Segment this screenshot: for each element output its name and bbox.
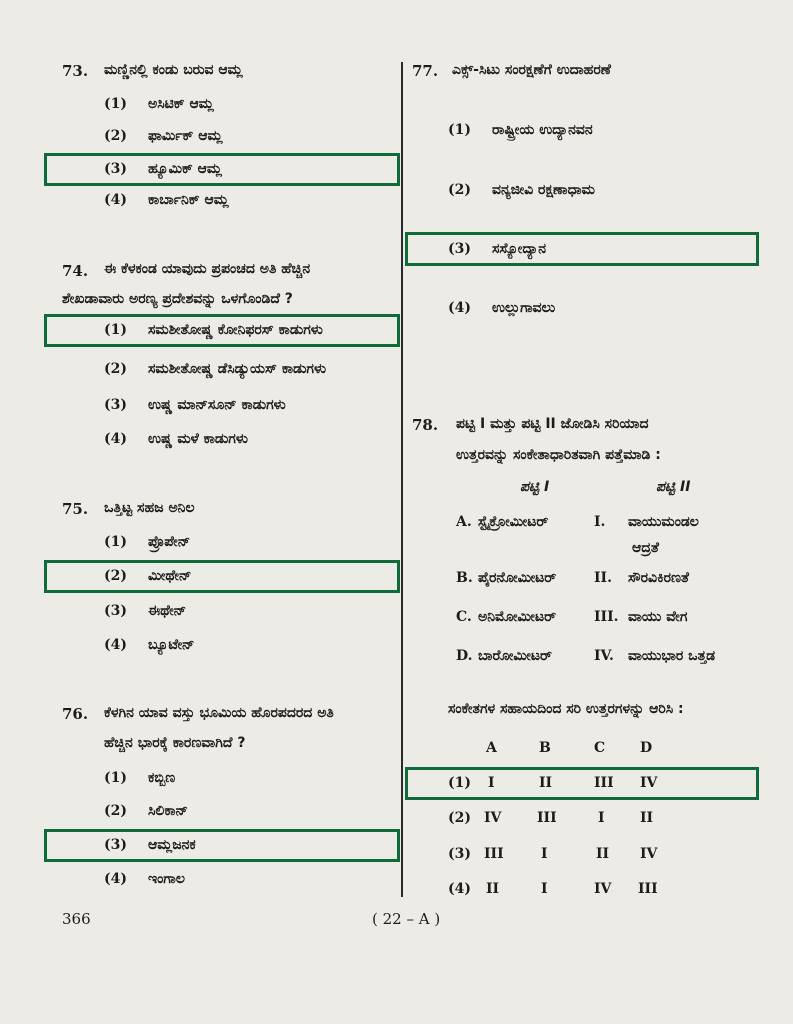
- question-number: 77.: [412, 62, 439, 80]
- question-text-line1: ಪಟ್ಟಿ I ಮತ್ತು ಪಟ್ಟಿ II ಜೋಡಿಸಿ ಸರಿಯಾದ: [456, 416, 649, 432]
- option-1[interactable]: (1) ಸಮಶೀತೋಷ್ಣ ಕೋನಿಫರಸ್ ಕಾಡುಗಳು: [104, 322, 323, 338]
- answer-highlight-box: [44, 829, 400, 862]
- question-number: 74.: [62, 262, 89, 280]
- answer-highlight-box: [44, 153, 400, 186]
- question-text-line2: ಹೆಚ್ಚಿನ ಭಾರಕ್ಕೆ ಕಾರಣವಾಗಿದೆ ?: [104, 735, 246, 751]
- option-1[interactable]: (1) ಪ್ರೊಪೇನ್: [104, 534, 191, 550]
- booklet-code: ( 22 – A ): [372, 910, 441, 928]
- option-2[interactable]: (2) ಫಾರ್ಮಿಕ್ ಆಮ್ಲ: [104, 128, 223, 144]
- codes-prompt: ಸಂಕೇತಗಳ ಸಹಾಯದಿಂದ ಸರಿ ಉತ್ತರಗಳನ್ನು ಆರಿಸಿ :: [448, 701, 684, 717]
- option-1[interactable]: (1) ಅಸಿಟಿಕ್ ಆಮ್ಲ: [104, 96, 214, 112]
- question-number: 76.: [62, 705, 89, 723]
- question-text: ಎಕ್ಸ್‌-ಸಿಟು ಸಂರಕ್ಷಣೆಗೆ ಉದಾಹರಣೆ: [452, 62, 611, 78]
- column-divider: [401, 62, 403, 897]
- option-1[interactable]: (1) ರಾಷ್ಟ್ರೀಯ ಉದ್ಯಾನವನ: [448, 122, 593, 138]
- question-text: ಒತ್ತಿಟ್ಟ ಸಹಜ ಅನಿಲ: [104, 500, 195, 516]
- question-number: 75.: [62, 500, 89, 518]
- option-4[interactable]: (4) ಉಲ್ಲುಗಾವಲು: [448, 300, 556, 316]
- question-text: ಮಣ್ಣಿನಲ್ಲಿ ಕಂಡು ಬರುವ ಆಮ್ಲ: [104, 62, 243, 78]
- option-3[interactable]: (3) ಸಸ್ಯೋದ್ಯಾನ: [448, 241, 547, 257]
- question-number: 78.: [412, 416, 439, 434]
- exam-page: 73. ಮಣ್ಣಿನಲ್ಲಿ ಕಂಡು ಬರುವ ಆಮ್ಲ (1) ಅಸಿಟಿಕ್ ಆಮ್ಲ (2) ಫಾರ್ಮಿಕ್ ಆಮ್ಲ (3) ಹ್ಯೂಮಿಕ್ ಆಮ್ಲ (4) ಕಾರ್ಬಾನಿಕ್ ಆಮ್ಲ 74. ಈ ಕೆಳಕಂಡ ಯಾವುದು ಪ್ರಪಂಚದ ಅತಿ ಹೆಚ್ಚಿನ ಶೇಖಡಾವಾರು ಅರಣ್ಯ ಪ್ರದೇಶವನ್ನು ಒಳಗೊಂಡಿದೆ ? (1) ಸಮಶೀತೋಷ್ಣ ಕೋನಿಫರಸ್ ಕಾಡುಗಳು (2) ಸಮಶೀತೋಷ್ಣ ಡೆಸಿಡ್ಯುಯಸ್ ಕಾಡುಗಳು (3) ಉಷ್ಣ ಮಾನ್‌ಸೂನ್ ಕಾಡುಗಳು (4) ಉಷ್ಣ ಮಳೆ ಕಾಡುಗಳು 75. ಒತ್ತಿಟ್ಟ ಸಹಜ ಅನಿಲ (1) ಪ್ರೊಪೇನ್ (2) ಮೀಥೇನ್ (3) ಈಥೇನ್ (4) ಬ್ಯೂಟೇನ್ 76. ಕೆಳಗಿನ ಯಾವ ವಸ್ತು ಭೂಮಿಯ ಹೊರಪದರದ ಅತಿ ಹೆಚ್ಚಿನ ಭಾರಕ್ಕೆ ಕಾರಣವಾಗಿದೆ ? (1) ಕಬ್ಬಿಣ (2) ಸಿಲಿಕಾನ್ (3) ಆಮ್ಲಜನಕ (4) ಇಂಗಾಲ 77. ಎಕ್ಸ್‌-ಸಿಟು ಸಂರಕ್ಷಣೆಗೆ ಉದಾಹರಣೆ (1) ರಾಷ್ಟ್ರೀಯ ಉದ್ಯಾನವನ (2) ವನ್ಯಜೀವಿ ರಕ್ಷಣಾಧಾಮ (3) ಸಸ್ಯೋದ್ಯಾನ (4) ಉಲ್ಲುಗಾವಲು 78. ಪಟ್ಟಿ I ಮತ್ತು ಪಟ್ಟಿ II ಜೋಡಿಸಿ ಸರಿಯಾದ ಉತ್ತರವನ್ನು ಸಂಕೇತಾಧಾರಿತವಾಗಿ ಪತ್ತೆಮಾಡಿ : ಪಟ್ಟಿ I ಪಟ್ಟಿ II A. ಸ್ಟೈಕ್ರೋಮೀಟರ್ I. ವಾಯುಮಂಡಲ ಆದ್ರತೆ B. ಪೈರನೋಮೀಟರ್ II. ಸೌರವಿಕಿರಣತೆ C. ಅನಿಮೋಮೀಟರ್ III. ವಾಯು ವೇಗ D. ಬಾರೋಮೀಟರ್ IV. ವಾಯುಭಾರ ಒತ್ತಡ ಸಂಕೇತಗಳ ಸಹಾಯದಿಂದ ಸರಿ ಉತ್ತರಗಳನ್ನು ಆರಿಸಿ : A B C D (1) I II III IV (2) IV III I II (3) III I II IV (4) II I IV III 366 ( 22 – A ): [0, 0, 793, 1024]
- code-header-c: C: [594, 740, 606, 756]
- question-number: 73.: [62, 62, 89, 80]
- option-3[interactable]: (3) ಈಥೇನ್: [104, 603, 187, 619]
- code-header-a: A: [486, 740, 497, 756]
- question-text-line1: ಕೆಳಗಿನ ಯಾವ ವಸ್ತು ಭೂಮಿಯ ಹೊರಪದರದ ಅತಿ: [104, 705, 334, 721]
- page-number: 366: [62, 910, 91, 928]
- option-2[interactable]: (2) ವನ್ಯಜೀವಿ ರಕ್ಷಣಾಧಾಮ: [448, 182, 595, 198]
- option-3[interactable]: (3) ಹ್ಯೂಮಿಕ್ ಆಮ್ಲ: [104, 161, 222, 177]
- question-text-line2: ಉತ್ತರವನ್ನು ಸಂಕೇತಾಧಾರಿತವಾಗಿ ಪತ್ತೆಮಾಡಿ :: [456, 447, 661, 463]
- list-2-header: ಪಟ್ಟಿ II: [656, 479, 691, 495]
- option-1[interactable]: (1) ಕಬ್ಬಿಣ: [104, 770, 176, 786]
- option-4[interactable]: (4) ಬ್ಯೂಟೇನ್: [104, 637, 195, 653]
- option-4[interactable]: (4) ಕಾರ್ಬಾನಿಕ್ ಆಮ್ಲ: [104, 192, 229, 208]
- question-text-line1: ಈ ಕೆಳಕಂಡ ಯಾವುದು ಪ್ರಪಂಚದ ಅತಿ ಹೆಚ್ಚಿನ: [104, 261, 311, 277]
- list-1-header: ಪಟ್ಟಿ I: [520, 479, 550, 495]
- option-3[interactable]: (3) ಉಷ್ಣ ಮಾನ್‌ಸೂನ್ ಕಾಡುಗಳು: [104, 397, 286, 413]
- option-4[interactable]: (4) ಉಷ್ಣ ಮಳೆ ಕಾಡುಗಳು: [104, 431, 248, 447]
- code-header-d: D: [640, 740, 653, 756]
- question-text-line2: ಶೇಖಡಾವಾರು ಅರಣ್ಯ ಪ್ರದೇಶವನ್ನು ಒಳಗೊಂಡಿದೆ ?: [62, 291, 293, 307]
- option-2[interactable]: (2) ಸಿಲಿಕಾನ್: [104, 803, 188, 819]
- option-3[interactable]: (3) ಆಮ್ಲಜನಕ: [104, 837, 196, 853]
- answer-highlight-box: [44, 560, 400, 593]
- option-2[interactable]: (2) ಸಮಶೀತೋಷ್ಣ ಡೆಸಿಡ್ಯುಯಸ್ ಕಾಡುಗಳು: [104, 361, 327, 377]
- option-4[interactable]: (4) ಇಂಗಾಲ: [104, 871, 185, 887]
- option-2[interactable]: (2) ಮೀಥೇನ್: [104, 568, 192, 584]
- code-header-b: B: [539, 740, 551, 756]
